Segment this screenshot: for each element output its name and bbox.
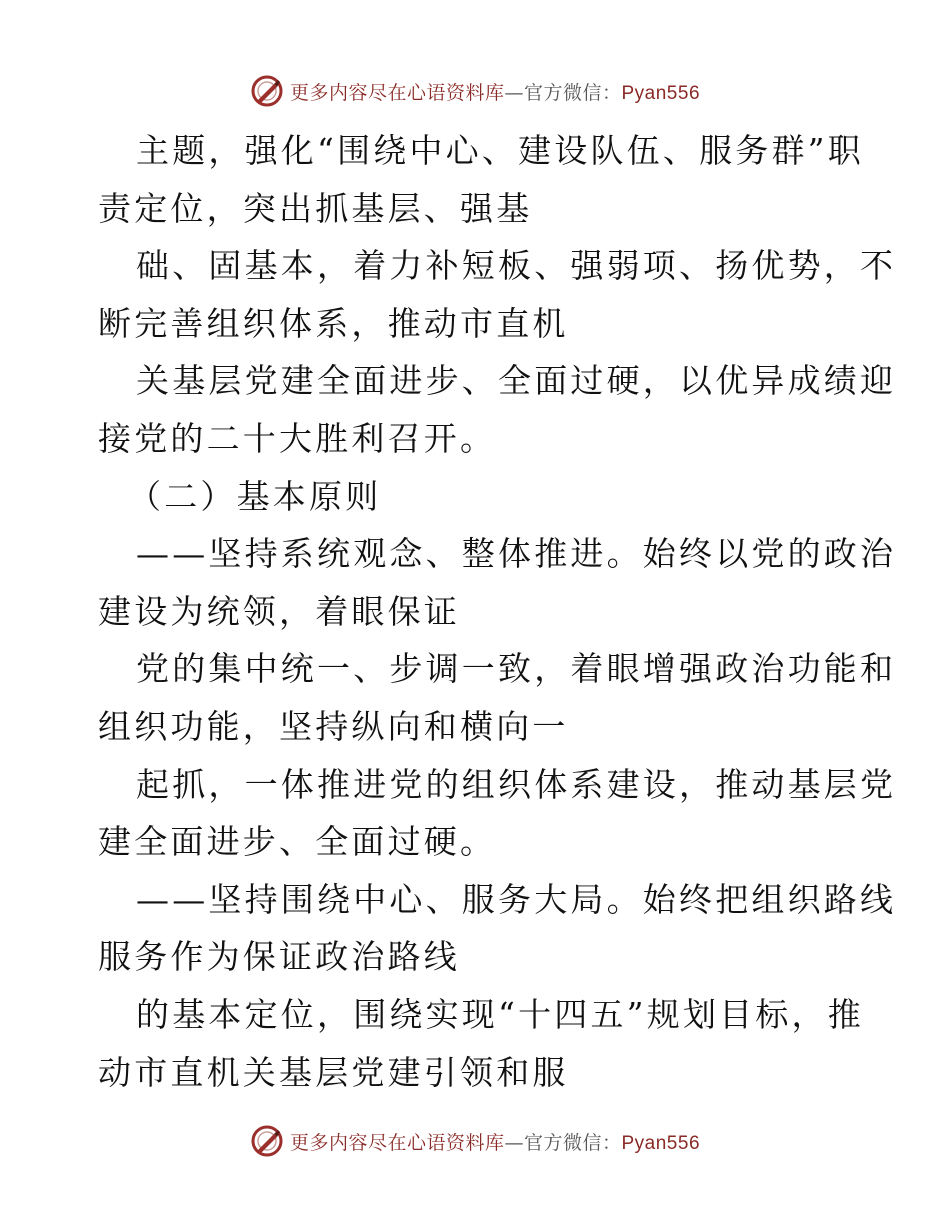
text-line: 责定位，突出抓基层、强基: [98, 188, 533, 228]
pen-logo-icon: [250, 1124, 284, 1158]
text-line: 动市直机关基层党建引领和服: [98, 1052, 569, 1092]
text-line: 主题，强化“围绕中心、建设队伍、服务群”职: [136, 131, 864, 170]
text-line: 的基本定位，围绕实现“十四五”规划目标，推: [136, 994, 864, 1034]
document-body: [98, 122, 897, 1101]
section-heading: （二）基本原则: [128, 476, 382, 516]
text-line: 建全面进步、全面过硬。: [98, 822, 497, 862]
text-line: ——坚持围绕中心、服务大局。始终把组织路线: [136, 879, 897, 919]
text-line: 党的集中统一、步调一致，着眼增强政治功能和: [136, 649, 897, 689]
text-line: 组织功能，坚持纵向和横向一: [98, 706, 569, 746]
header-watermark: [0, 74, 950, 108]
text-line: 建设为统领，着眼保证: [98, 591, 460, 631]
text-line: ——坚持系统观念、整体推进。始终以党的政治: [136, 534, 897, 574]
watermark-text: 更多内容尽在心语资料库—官方微信：Pyan556: [289, 1131, 701, 1154]
pen-logo-icon: [250, 74, 284, 108]
text-line: 础、固基本，着力补短板、强弱项、扬优势，不: [136, 246, 897, 286]
text-line: 关基层党建全面进步、全面过硬，以优异成绩迎: [136, 361, 897, 401]
text-line: 接党的二十大胜利召开。: [98, 418, 497, 458]
text-line: 起抓，一体推进党的组织体系建设，推动基层党: [136, 764, 897, 804]
footer-watermark: [0, 1124, 950, 1158]
text-line: 断完善组织体系，推动市直机: [98, 303, 569, 343]
text-line: 服务作为保证政治路线: [98, 937, 460, 977]
watermark-text: 更多内容尽在心语资料库—官方微信：Pyan556: [289, 81, 701, 104]
